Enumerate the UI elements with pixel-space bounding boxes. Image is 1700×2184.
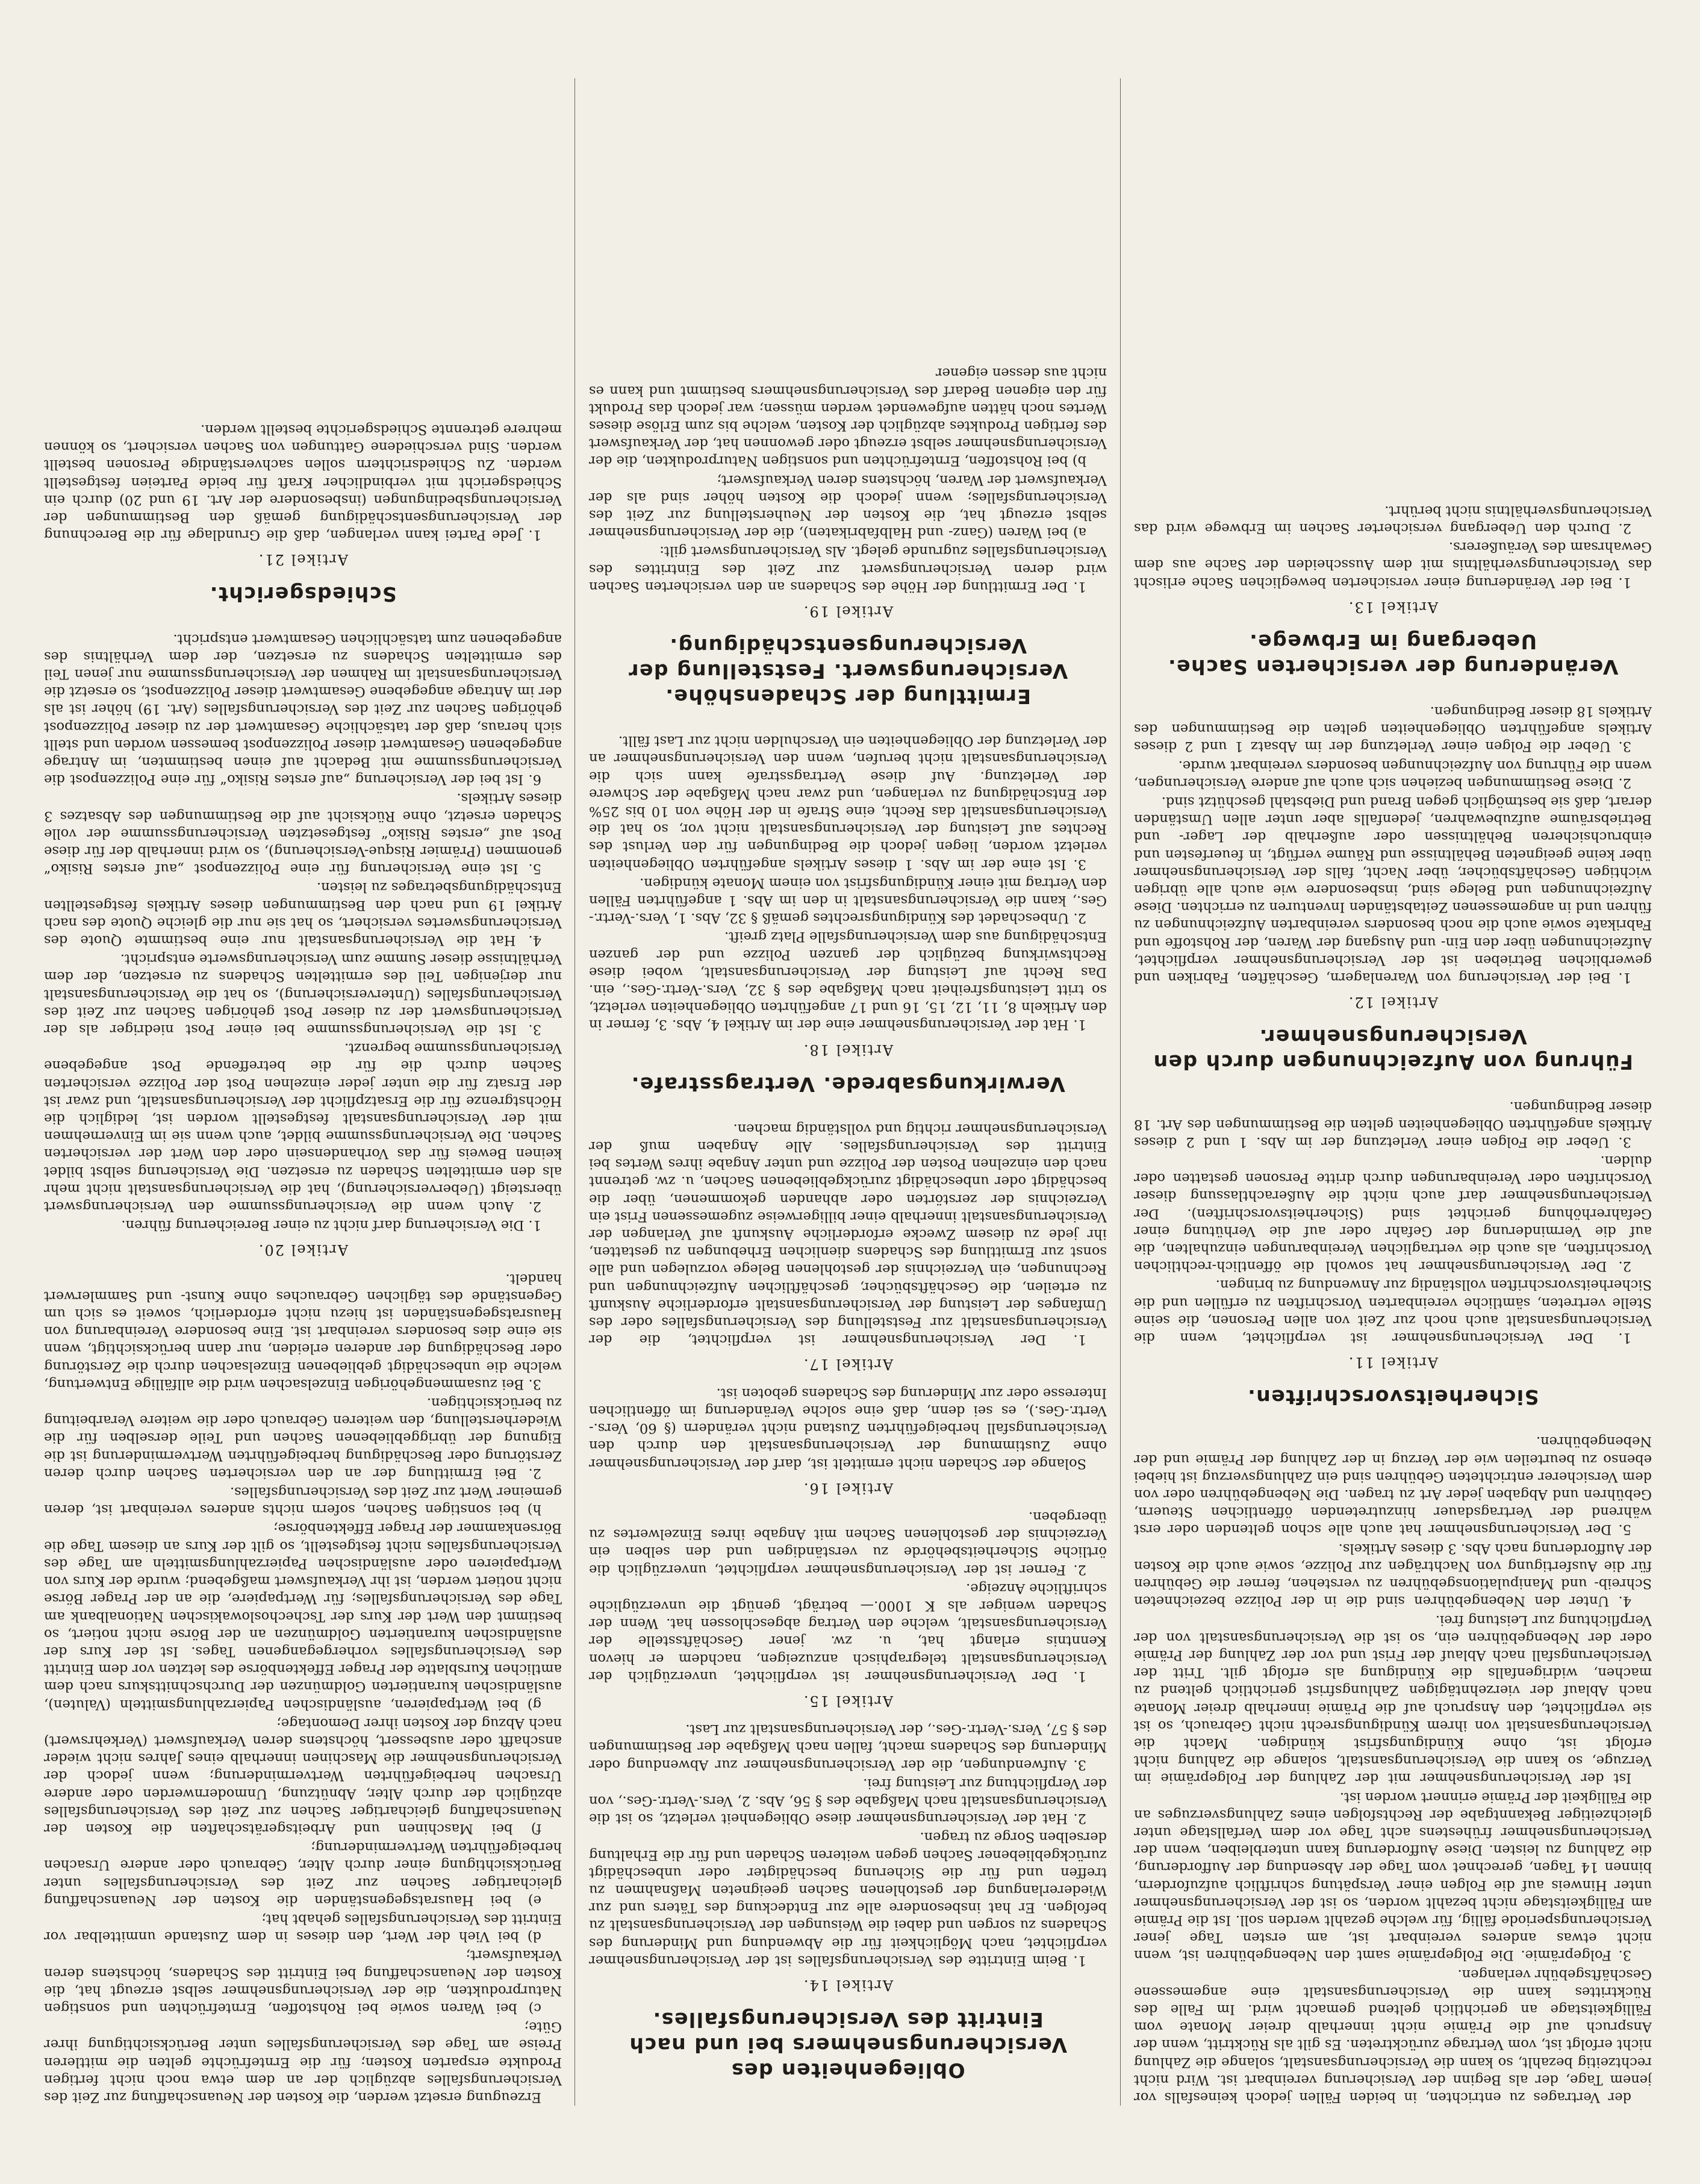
section-heading: Ermittlung der Schadenshöhe. Versicherungswert. Feststellung der Versicherungsentschädigung. (627, 634, 1068, 708)
section-heading: Obliegenheiten des Versicherungsnehmers bei und nach Eintritt des Versicherungsfalles. (628, 2008, 1068, 2082)
paragraph: 1. Der Versicherungsnehmer ist verpflichtet, unverzüglich der Versicherungsanstalt telegraphisch anzuzeigen, nachdem er hievon Kenntnis erlangt hat, u. zw. jener Geschäftsstelle der Versicherungsanstalt, welche den Vertrag abgeschlossen hat. Wenn der Schaden weniger als K 1000.— beträgt, genügt die unverzügliche schriftliche Anzeige. (589, 1580, 1107, 1684)
paragraph: 4. Unter den Nebengebühren sind die in der Polizze bezeichneten Schreib- und Manipulationsgebühren zu verstehen, ferner die Gebühren für die Ausfertigung von Nachträgen zur Polizze, sowie auch die Kosten der Aufforderung nach Abs. 3 dieses Artikels. (1134, 1540, 1652, 1609)
paragraph: 5. Ist eine Versicherung für eine Polizzenpost „auf erstes Risiko“ genommen (Prämier Risque-Versicherung), so wird innerhalb der für diese Post auf „erstes Risiko“ festgesetzten Versicherungssumme der volle Schaden ersetzt, ohne Rücksicht auf die Bestimmungen des Absatzes 3 dieses Artikels. (44, 790, 562, 877)
paragraph: c) bei Waren sowie bei Rohstoffen, Erntefrüchten und sonstigen Naturprodukten, die der Versicherungsnehmer selbst erzeugt hat, die Kosten der Neuanschaffung bei Eintritt des Schadens, höchstens deren Verkaufswert; (44, 1947, 562, 2016)
paragraph: 1. Der Versicherungsnehmer ist verpflichtet, die der Versicherungsanstalt zur Feststellung des Versicherungsfalles oder des Umfanges der Leistung der Versicherungsanstalt erforderliche Auskunft zu erteilen, die Geschäftsbücher, geschäftlichen Aufzeichnungen und Rechnungen, ein Verzeichnis der gestohlenen Belege vorzulegen und alle sonst zur Ermittlung des Schadens dienlichen Erhebungen zu gestatten, ihr jede zu diesem Zwecke erforderliche Auskunft auf Verlangen der Versicherungsanstalt innerhalb einer billigerweise zugemessenen Frist ein Verzeichnis der zerstörten oder abhanden gekommenen, über die beschädigt oder unbeschädigt zurückgebliebenen Sachen, u. zw. getrennt nach den einzelnen Posten der Polizze und unter Angabe ihres Wertes bei Eintritt des Versicherungsfalles. Alle Angaben muß der Versicherungsnehmer richtig und vollständig machen. (589, 1120, 1107, 1348)
text-column-1 (1134, 72, 1652, 2106)
paragraph: 1. Jede Partei kann verlangen, daß die Grundlage für die Berechnung der Versicherungsentschädigung gemäß den Bestimmungen der Versicherungsbedingungen (insbesondere der Art. 19 und 20) durch ein Schiedsgericht mit verbindlicher Kraft für beide Parteien festgestellt werden. Zu Schiedsrichtern sollen sachverständige Personen bestellt werden. Sind verschiedene Gattungen von Sachen versichert, so können mehrere getrennte Schiedsgerichte bestellt werden. (44, 421, 562, 543)
paragraph: 3. Bei zusammengehörigen Einzelsachen wird die allfällige Entwertung, welche die unbeschädigt gebliebenen Einzelsachen durch die Zerstörung oder Beschädigung der anderen erleiden, nur dann berücksichtigt, wenn sie eine dies besonders vereinbart ist. Eine besondere Vereinbarung von Hausratsgegenständen ist hiezu nicht erforderlich, soweit es sich um Gegenstände des täglichen Gebrauches ohne Kunst- und Sammlerwert handelt. (44, 1270, 562, 1392)
section-heading: Sicherheitsvorschriften. (1247, 1385, 1539, 1409)
paragraph: 1. Die Versicherung darf nicht zu einer Bereicherung führen. (121, 1217, 541, 1234)
paragraph: der Vertrages zu entrichten, in beiden Fällen jedoch keinesfalls vor jenem Tage, der als Beginn der Versicherung vereinbart ist. Wird nicht rechtzeitig bezahlt, so kann die Versicherungsanstalt, solange die Zahlung nicht erfolgt ist, vom Vertrage zurücktreten. Es gilt als Rücktritt, wenn der Anspruch auf die Prämie nicht innerhalb dreier Monate vom Fälligkeitstage an gerichtlich geltend gemacht wird. Im Falle des Rücktrittes kann die Versicherungsanstalt eine angemessene Geschäftsgebühr verlangen. (1134, 1966, 1652, 2105)
section-heading: Verwirkungsabrede. Vertragsstrafe. (630, 1072, 1065, 1096)
paragraph: 1. Der Ermittlung der Höhe des Schadens an den versicherten Sachen wird deren Versicherungswert zur Zeit des Eintrittes des Versicherungsfalles zugrunde gelegt. Als Versicherungswert gilt: (589, 543, 1107, 594)
article-heading: Artikel 18. (802, 1041, 894, 1058)
article-heading: Artikel 15. (802, 1692, 894, 1709)
paragraph: 2. Der Versicherungsnehmer hat sowohl die öffentlich-rechtlichen Vorschriften, als auch die vertraglichen Vereinbarungen einzuhalten, die auf die Verminderung der Gefahr oder auf die Verhütung einer Gefahrerhöhung gerichtet sind (Sicherheitsvorschriften). Der Versicherungsnehmer darf auch nicht die Außerachtlassung dieser Vorschriften oder Vereinbarungen durch dritte Personen gestatten oder dulden. (1134, 1153, 1652, 1275)
article-heading: Artikel 13. (1347, 598, 1439, 616)
article-heading: Artikel 14. (802, 1977, 894, 1994)
paragraph: Erzeugung ersetzt werden, die Kosten der Neuanschaffung zur Zeit des Versicherungsfalles abzüglich der an dem etwa noch nicht fertigen Produkte ersparten Kosten; für die Erntefrüchte gelten die mittleren Preise am Tage des Versicherungsfalles unter Berücksichtigung ihrer Güte; (44, 2019, 562, 2105)
paragraph: 5. Der Versicherungsnehmer hat auch alle schon geltenden oder erst während der Vertragsdauer hinzutretenden öffentlichen Steuern, Gebühren und Abgaben jeder Art zu tragen. Die Nebengebühren oder von dem Versicherer entrichteten Gebühren sind ein Zahlungsverzug ist hiebei ebenso zu beurteilen wie der Verzug in der Zahlung der Prämie und der Nebengebühren. (1134, 1434, 1652, 1538)
paragraph: 2. Auch wenn die Versicherungssumme den Versicherungswert übersteigt (Ueberversicherung), hat die Versicherungsanstalt nicht mehr als den ermittelten Schaden zu ersetzen. Die Versicherung selbst bildet keinen Beweis für das Vorhandensein oder den Wert der versicherten Sachen. Die Versicherungssumme bildet, auch wenn sie im Einvernehmen mit der Versicherungsanstalt festgestellt worden ist, lediglich die Höchstgrenze für die Ersatzpflicht der Versicherungsanstalt, und zwar ist der Ersatz für die unter jeder einzelnen Post der Polizze versicherten Sachen durch die für die betreffende Post angegebene Versicherungssumme begrenzt. (44, 1040, 562, 1215)
paragraph: 1. Bei der Versicherung von Warenlagern, Geschäften, Fabriken und gewerblichen Betrieben ist der Versicherungsnehmer verpflichtet, Aufzeichnungen über den Ein- und Ausgang der Waren, der Rohstoffe und Fabrikate sowie auch die noch besonders vereinbarten Aufzeichnungen zu führen und in angemessenen Zeitabständen Inventuren zu errichten. Diese Aufzeichnungen und Belege sind, insbesondere wie auch alle übrigen wichtigen Geschäftsbücher, über Nacht, falls der Versicherungsnehmer über keine geeigneten Behältnisse und Räume verfügt, in feuerfesten und einbruchsicheren Behältnissen oder außerhalb der Lager- und Betriebsräume aufzubewahren, jedenfalls aber unter allen Umständen derart, daß sie bestmöglich gegen Brand und Diebstahl geschützt sind. (1134, 794, 1652, 986)
paragraph: 1. Bei der Veränderung einer versicherten beweglichen Sache erlischt das Versicherungsverhältnis mit dem Ausscheiden der Sache aus dem Gewahrsam des Veräußerers. (1134, 539, 1652, 590)
paragraph: Solange der Schaden nicht ermittelt ist, darf der Versicherungsnehmer ohne Zustimmung der Versicherungsanstalt den durch den Versicherungsfall herbeigeführten Zustand nicht verändern (§ 60, Vers.-Vertr.-Ges.), es sei denn, daß eine solche Veränderung im öffentlichen Interesse oder zur Minderung des Schadens geboten ist. (589, 1385, 1107, 1471)
paragraph: Ist der Versicherungsnehmer mit der Zahlung der Folgeprämie im Verzuge, so kann die Versicherungsanstalt, solange die Zahlung nicht erfolgt ist, ohne Kündigungsfrist kündigen. Macht die Versicherungsanstalt von ihrem Kündigungsrecht nicht Gebrauch, so ist sie verpflichtet, den Anspruch auf die Prämie innerhalb dreier Monate nach Ablauf der vierzehntägigen Zahlungsfrist gerichtlich geltend zu machen, widrigenfalls die Kündigung als erfolgt gilt. Tritt der Versicherungsfall nach Ablauf der Frist und vor der Zahlung der Prämie oder der Nebengebühren ein, so ist die Versicherungsanstalt von der Verpflichtung zur Leistung frei. (1134, 1612, 1652, 1786)
paragraph: b) bei Rohstoffen, Erntefrüchten und sonstigen Naturprodukten, die der Versicherungsnehmer selbst erzeugt oder gewonnen hat, der Verkaufswert des fertigen Produktes abzüglich der Kosten, welche bis zum Erlöse dieses Wertes noch hätten aufgewendet werden müssen; war jedoch das Produkt für den eigenen Bedarf des Versicherungsnehmers bestimmt und kann es nicht aus dessen eigener (589, 365, 1107, 469)
article-heading: Artikel 16. (802, 1479, 894, 1497)
article-heading: Artikel 17. (802, 1356, 894, 1373)
paragraph: f) bei Maschinen und Arbeitsgerätschaften die Kosten der Neuanschaffung gleichartiger Sachen zur Zeit des Versicherungsfalles abzüglich der durch Alter, Abnützung, Unmodernwerden oder andere Ursachen herbeigeführten Wertverminderung; wenn jedoch der Versicherungsnehmer die Maschinen innerhalb eines Jahres nicht wieder anschafft oder ausbessert, höchstens deren Verkaufswert (Verkehrswert) nach Abzug der Kosten ihrer Demontage; (44, 1715, 562, 1836)
paragraph: 3. Aufwendungen, die der Versicherungsnehmer zur Abwendung oder Minderung des Schadens macht, fallen nach Maßgabe der Bestimmungen des § 57, Vers.-Vertr.-Ges., der Versicherungsanstalt zur Last. (589, 1721, 1107, 1773)
paragraph: 2. Unbeschadet des Kündigungsrechtes gemäß § 32, Abs. 1, Vers.-Vertr.-Ges., kann die Versicherungsanstalt in den im Abs. 1 angeführten Fällen den Vertrag mit einer Kündigungsfrist von einem Monate kündigen. (589, 875, 1107, 926)
paragraph: h) bei sonstigen Sachen, sofern nichts anderes vereinbart ist, deren gemeiner Wert zur Zeit des Versicherungsfalles. (44, 1484, 562, 1518)
text-column-3 (44, 72, 562, 2106)
paragraph: 1. Der Versicherungsnehmer ist verpflichtet, wenn die Versicherungsanstalt auch noch zur Zeit von allen Personen, die seine Stelle vertreten, sämtliche vereinbarten Vorschriften zu erfüllen und die Sicherheitsvorschriften vollständig zur Anwendung zu bringen. (1134, 1277, 1652, 1346)
paragraph: 1. Beim Eintritte des Versicherungsfalles ist der Versicherungsnehmer verpflichtet, nach Möglichkeit für die Abwendung und Minderung des Schadens zu sorgen und dabei die Weisungen der Versicherungsanstalt zu befolgen. Er hat insbesondere alle zur Entdeckung des Täters und zur Wiedererlangung der gestohlenen Sachen geeigneten Maßnahmen zu treffen und für die Sicherung beschädigter oder unbeschädigt zurückgebliebener Sachen gegen weiteren Schaden und für die Erhaltung derselben Sorge zu tragen. (589, 1829, 1107, 1968)
article-heading: Artikel 12. (1347, 994, 1439, 1011)
paragraph: 4. Hat die Versicherungsanstalt nur eine bestimmte Quote des Versicherungswertes versichert, so hat sie nur die gleiche Quote des nach Artikel 19 und nach den Bestimmungen dieses Artikels festgestellten Entschädigungsbetrages zu leisten. (44, 879, 562, 948)
paragraph: 2. Bei Ermittlung der an den versicherten Sachen durch deren Zerstörung oder Beschädigung herbeigeführten Wertverminderung ist die Eignung der übriggebliebenen Sachen und Teile derselben für die Wiederherstellung, den weiteren Gebrauch oder die weitere Verarbeitung zu berücksichtigen. (44, 1395, 562, 1481)
paragraph: 3. Ist eine der im Abs. 1 dieses Artikels angeführten Obliegenheiten verletzt worden, liegen jedoch die Bedingungen für den Verlust des Rechtes auf Leistung der Versicherungsanstalt nicht vor, so hat die Versicherungsanstalt das Recht, eine Strafe in der Höhe von 10 bis 25% der Entschädigung zu verlangen, und zwar nach Maßgabe der Schwere der Verletzung. Auf diese Vertragsstrafe kann sich die Versicherungsanstalt nicht berufen, wenn den Versicherungsnehmer an der Verletzung der Obliegenheiten ein Verschulden nicht zur Last fällt. (589, 733, 1107, 872)
section-heading: Führung von Aufzeichnungen durch den Versicherungsnehmer. (1153, 1025, 1633, 1075)
column-divider (1120, 78, 1121, 2106)
paragraph: 1. Hat der Versicherungsnehmer eine der im Artikel 4, Abs. 3, ferner in den Artikeln 8, 11, 12, 15, 16 und 17 angeführten Obliegenheiten verletzt, so tritt Leistungsfreiheit nach Maßgabe des § 32, Vers.-Vertr.-Ges., ein. Das Recht auf Leistung der Versicherungsanstalt, wobei diese Rechtswirkung bezüglich der ganzen Polizze und der ganzen Entschädigung aus dem Versicherungsfalle Platz greift. (589, 929, 1107, 1033)
column-divider (574, 78, 575, 2106)
paragraph: 3. Ist die Versicherungssumme bei einer Post niedriger als der Versicherungswert der zu dieser Post gehörigen Sachen zur Zeit des Versicherungsfalles (Unterversicherung), so hat die Versicherungsanstalt nur derjenigen Teil des ermittelten Schadens zu ersetzen, der dem Verhältnisse dieser Summe zum Versicherungswerte entspricht. (44, 951, 562, 1038)
paragraph: 2. Diese Bestimmungen beziehen sich auch auf andere Versicherungen, wenn die Führung von Aufzeichnungen besonders vereinbart wurde. (1134, 757, 1652, 791)
article-heading: Artikel 21. (257, 551, 349, 569)
paragraph: a) bei Waren (Ganz- und Halbfabrikaten), die der Versicherungsnehmer selbst erzeugt hat, die Kosten der Neuherstellung zur Zeit des Versicherungsfalles; wenn jedoch die Kosten höher sind als der Verkaufswert der Waren, höchstens deren Verkaufswert; (589, 472, 1107, 541)
text-column-2 (589, 72, 1107, 2106)
paragraph: e) bei Hausratsgegenständen die Kosten der Neuanschaffung gleichartiger Sachen zur Zeit des Versicherungsfalles unter Berücksichtigung einer durch Alter, Gebrauch oder andere Ursachen herbeigeführten Wertverminderung; (44, 1839, 562, 1908)
paragraph: g) bei Wertpapieren, ausländischen Papierzahlungsmitteln (Valuten), ausländischen kurantierten Goldmünzen der Durchschnittskurs nach dem amtlichen Kursblatte der Prager Effektenbörse des letzten vor dem Eintritt des Versicherungsfalles vorhergegangenen Tages. Ist der Kurs der ausländischen kurantierten Goldmünzen an der Börse nicht notiert, so bestimmt den Wert der Kurs der Tschechoslowakischen Nationalbank am Tage des Versicherungsfalles; für Wertpapiere, die an der Prager Börse nicht notiert werden, ist ihr Verkaufswert maßgebend; wurde der Kurs von Wertpapieren oder ausländischen Papierzahlungsmitteln am Tage des Versicherungsfalles nicht festgestellt, so gilt der Kurs an diesem Tage die Börsenkammer der Prager Effektenbörse; (44, 1520, 562, 1712)
paragraph: 2. Ferner ist der Versicherungsnehmer verpflichtet, unverzüglich die örtliche Sicherheitsbehörde zu verständigen und den selben ein Verzeichnis der gestohlenen Sachen mit Angabe ihres Einzelwertes zu übergeben. (589, 1508, 1107, 1577)
paragraph: 3. Ueber die Folgen einer Verletzung der im Abs. 1 und 2 dieses Artikels angeführten Obliegenheiten gelten die Bestimmungen des Art. 18 dieser Bedingungen. (1134, 1099, 1652, 1150)
section-heading: Veränderung der versicherten Sache. Uebergang im Erbwege. (1167, 629, 1619, 679)
section-heading: Schiedsgericht. (209, 582, 397, 607)
paragraph: 2. Durch den Uebergang versicherter Sachen im Erbwege wird das Versicherungsverhältnis nicht berührt. (1134, 502, 1652, 536)
article-heading: Artikel 20. (257, 1241, 349, 1259)
article-heading: Artikel 11. (1347, 1354, 1439, 1371)
paragraph: 3. Ueber die Folgen einer Verletzung der im Absatz 1 und 2 dieses Artikels angeführten Obliegenheiten gelten die Bestimmungen des Artikels 18 dieser Bedingungen. (1134, 703, 1652, 755)
paragraph: 6. Ist bei der Versicherung „auf erstes Risiko“ für eine Polizzenpost die Versicherungssumme mit Bedacht auf einen bestimmten, im Antrage angegebenen Gesamtwert dieser Polizzenpost bemessen worden und stellt sich heraus, daß der tatsächliche Gesamtwert der zu dieser Polizzenpost gehörigen Sachen zur Zeit des Versicherungsfalles (Art. 19) höher ist als der im Antrage angegebene Gesamtwert dieser Polizzenpost, so ersetzt die Versicherungsanstalt im Rahmen der Versicherungssumme nur jenen Teil des ermittelten Schadens zu ersetzen, der dem Verhältnis des angegebenen zum tatsächlichen Gesamtwert entspricht. (44, 631, 562, 788)
paragraph: 3. Folgeprämie. Die Folgeprämie samt den Nebengebühren ist, wenn nicht etwas anderes vereinbart ist, am ersten Tage jener Versicherungsperiode fällig, für welche gezahlt werden soll. Ist die Prämie am Fälligkeitstage nicht bezahlt worden, so ist der Versicherungsnehmer unter Hinweis auf die Folgen einer Verspätung schriftlich aufzufordern, binnen 14 Tagen, gerechnet vom Tage der Absendung der Aufforderung, die Zahlung zu leisten. Diese Aufforderung kann unterbleiben, wenn der Versicherungsnehmer frühestens acht Tage vor dem Verfallstage unter gleichzeitiger Bekanntgabe der Rechtsfolgen eines Zahlungsverzuges an die Fälligkeit der Prämie erinnert worden ist. (1134, 1789, 1652, 1964)
paragraph: 2. Hat der Versicherungsnehmer diese Obliegenheit verletzt, so ist die Versicherungsanstalt nach Maßgabe des § 56, Abs. 2, Vers.-Vertr.-Ges., von der Verpflichtung zur Leistung frei. (589, 1775, 1107, 1827)
article-heading: Artikel 19. (802, 603, 894, 620)
paragraph: d) bei Vieh der Wert, den dieses in dem Zustande unmittelbar vor Eintritt des Versicherungsfalles gehabt hat; (44, 1911, 562, 1945)
